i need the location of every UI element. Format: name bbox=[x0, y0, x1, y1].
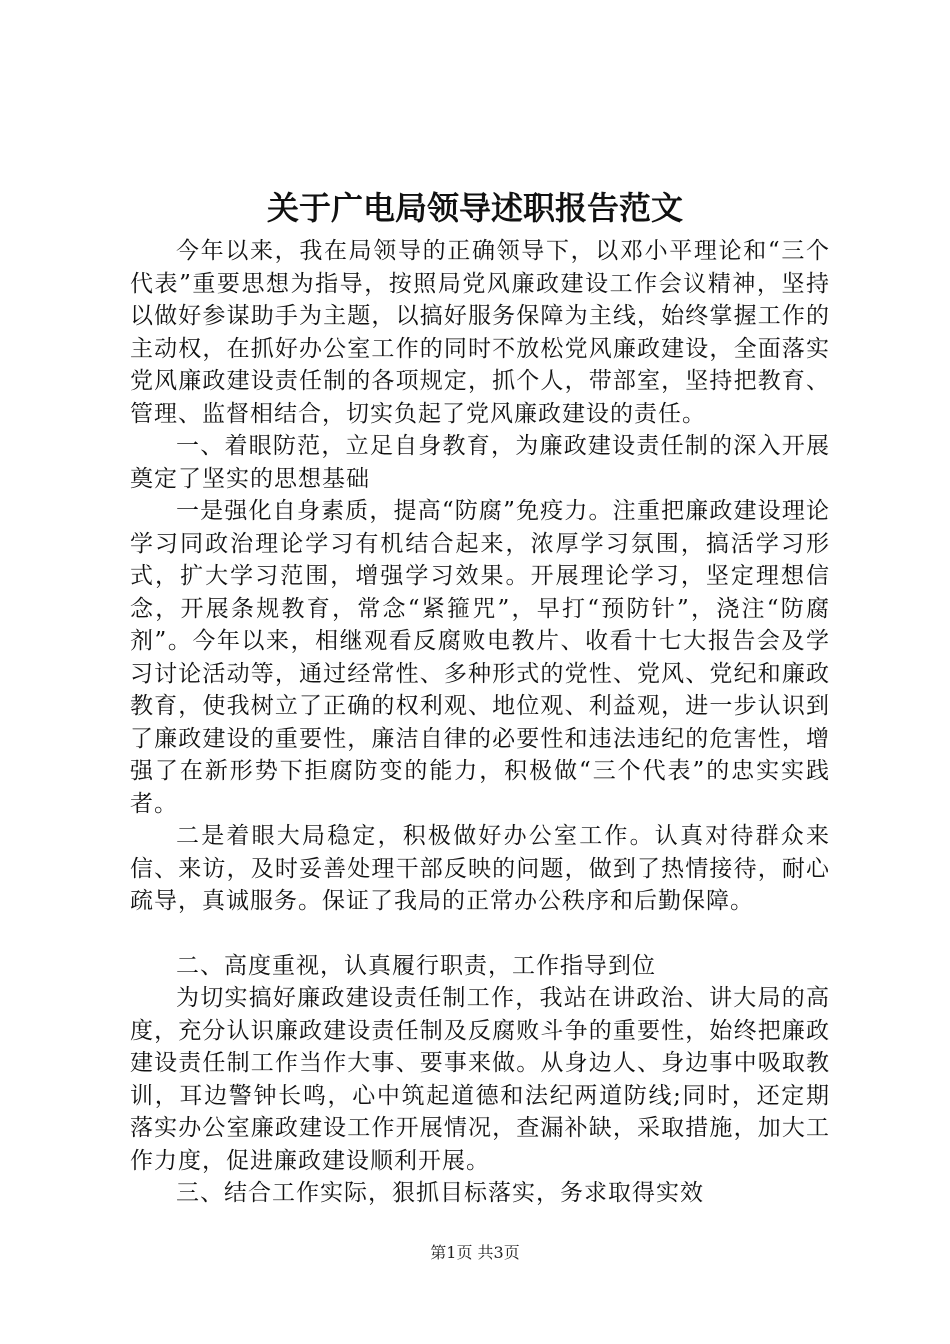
section-two-heading: 二、高度重视，认真履行职责，工作指导到位 bbox=[176, 952, 656, 979]
section-two-paragraph: 为切实搞好廉政建设责任制工作，我站在讲政治、讲大局的高度，充分认识廉政建设责任制及反腐败斗争的重要性，始终把廉政建设责任制工作当作大事、要事来做。从身边人、身边事中吸取教训，耳边警钟长鸣，心中筑起道德和法纪两道防线;同时，还定期落实办公室廉政建设工作开展情况，查漏补缺，采取措施，加大工作力度，促进廉政建设顺利开展。 bbox=[130, 985, 830, 1174]
section-one-point-one: 一是强化自身素质，提高“防腐”免疫力。注重把廉政建设理论学习同政治理论学习有机结合起来，浓厚学习氛围，搞活学习形式，扩大学习范围，增强学习效果。开展理论学习，坚定理想信念，开展条规教育，常念“紧箍咒”，早打“预防针”，浇注“防腐剂”。今年以来，相继观看反腐败电教片、收看十七大报告会及学习讨论活动等，通过经常性、多种形式的党性、党风、党纪和廉政教育，使我树立了正确的权利观、地位观、利益观，进一步认识到了廉政建设的重要性，廉洁自律的必要性和违法违纪的危害性，增强了在新形势下拒腐防变的能力，积极做“三个代表”的忠实实践者。 bbox=[130, 498, 830, 817]
intro-paragraph: 今年以来，我在局领导的正确领导下，以邓小平理论和“三个代表”重要思想为指导，按照局党风廉政建设工作会议精神，坚持以做好参谋助手为主题，以搞好服务保障为主线，始终掌握工作的主动权，在抓好办公室工作的同时不放松党风廉政建设，全面落实党风廉政建设责任制的各项规定，抓个人，带部室，坚持把教育、管理、监督相结合，切实负起了党风廉政建设的责任。 bbox=[130, 238, 830, 427]
section-one-heading: 一、着眼防范，立足自身教育，为廉政建设责任制的深入开展奠定了坚实的思想基础 bbox=[130, 433, 830, 492]
section-one-point-two: 二是着眼大局稳定，积极做好办公室工作。认真对待群众来信、来访，及时妥善处理干部反映的问题，做到了热情接待，耐心疏导，真诚服务。保证了我局的正常办公秩序和后勤保障。 bbox=[130, 823, 830, 914]
section-three-heading: 三、结合工作实际，狠抓目标落实，务求取得实效 bbox=[176, 1180, 704, 1206]
page-number-footer: 第1页 共3页 bbox=[430, 1243, 520, 1262]
document-title: 关于广电局领导述职报告范文 bbox=[266, 189, 683, 227]
document-body bbox=[130, 235, 830, 1210]
